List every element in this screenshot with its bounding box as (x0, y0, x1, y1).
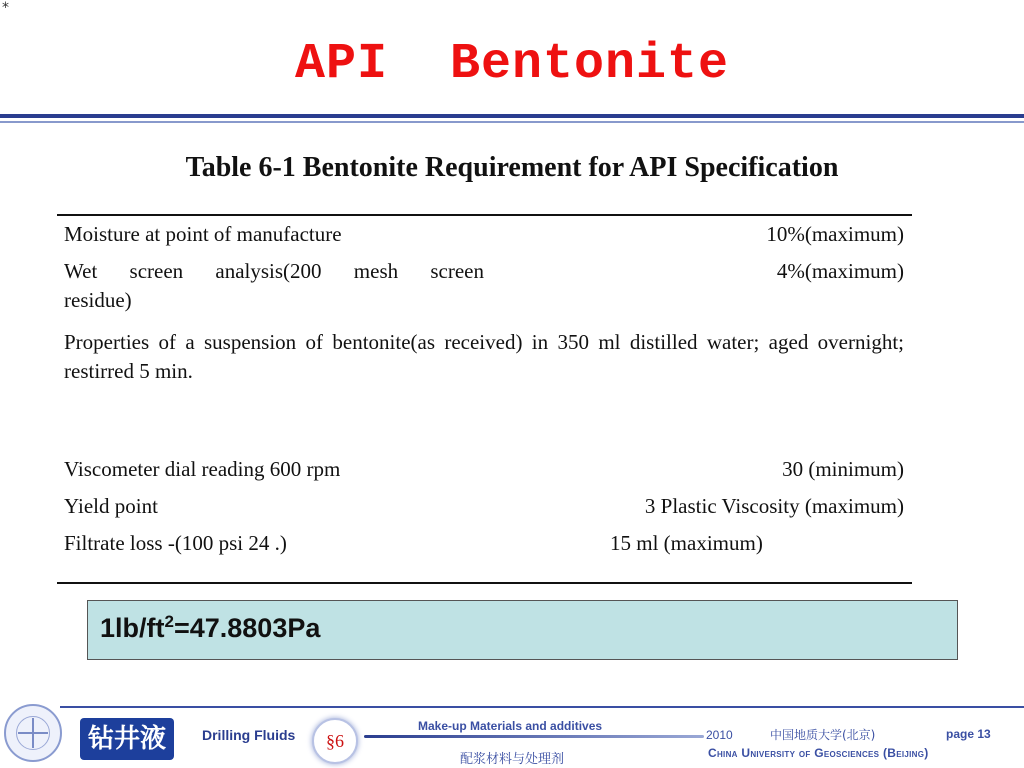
row-yield-point-label: Yield point (64, 494, 158, 518)
university-name-english: China University of Geosciences (Beijing) (708, 746, 929, 760)
page-number: page 13 (946, 727, 991, 741)
row-moisture-label: Moisture at point of manufacture (64, 222, 342, 246)
university-logo-icon (4, 704, 62, 762)
footer-divider (60, 706, 1024, 708)
course-name: Drilling Fluids (202, 727, 296, 743)
logo-mark-horizontal (18, 732, 48, 734)
row-viscometer-value: 30 (minimum) (782, 457, 904, 481)
footer-year: 2010 (706, 728, 733, 742)
row-wet-screen-label-line2: residue) (64, 288, 132, 312)
university-name-chinese: 中国地质大学(北京) (770, 728, 876, 742)
footer-accent-bar (364, 735, 704, 738)
table-caption: Table 6-1 Bentonite Requirement for API Specification (185, 152, 839, 183)
unit-conversion-text (100, 613, 320, 644)
unit-superscript: 2 (164, 612, 174, 631)
table-top-rule (57, 214, 912, 216)
subject-chinese: 配浆材料与处理剂 (460, 752, 565, 767)
row-yield-point-value: 3 Plastic Viscosity (maximum) (644, 494, 904, 518)
table-bottom-rule (57, 582, 912, 584)
properties-note: Properties of a suspension of bentonite(as received) in 350 ml distilled water; aged overnight; restirred 5 min. (64, 330, 904, 383)
unit-conversion-box (87, 600, 958, 660)
unit-suffix: =47.8803Pa (173, 613, 321, 643)
section-badge (312, 718, 358, 764)
section-number: §6 (326, 731, 344, 751)
row-moisture-value: 10%(maximum) (766, 222, 904, 246)
subject-english: Make-up Materials and additives (418, 719, 603, 733)
title-divider (0, 114, 1024, 118)
row-filtrate-loss-label: Filtrate loss -(100 psi 24 .) (64, 531, 287, 555)
row-wet-screen-value: 4%(maximum) (776, 259, 904, 283)
slide-title: API Bentonite (294, 36, 730, 93)
course-badge: 钻井液 (80, 718, 174, 760)
row-wet-screen-label-line1: Wet screen analysis(200 mesh screen (64, 259, 484, 283)
corner-mark: * (2, 0, 9, 16)
row-viscometer-label: Viscometer dial reading 600 rpm (64, 457, 341, 481)
unit-prefix: 1lb/ft (100, 613, 165, 643)
title-divider-thin (0, 121, 1024, 123)
row-filtrate-loss-value: 15 ml (maximum) (610, 531, 763, 555)
